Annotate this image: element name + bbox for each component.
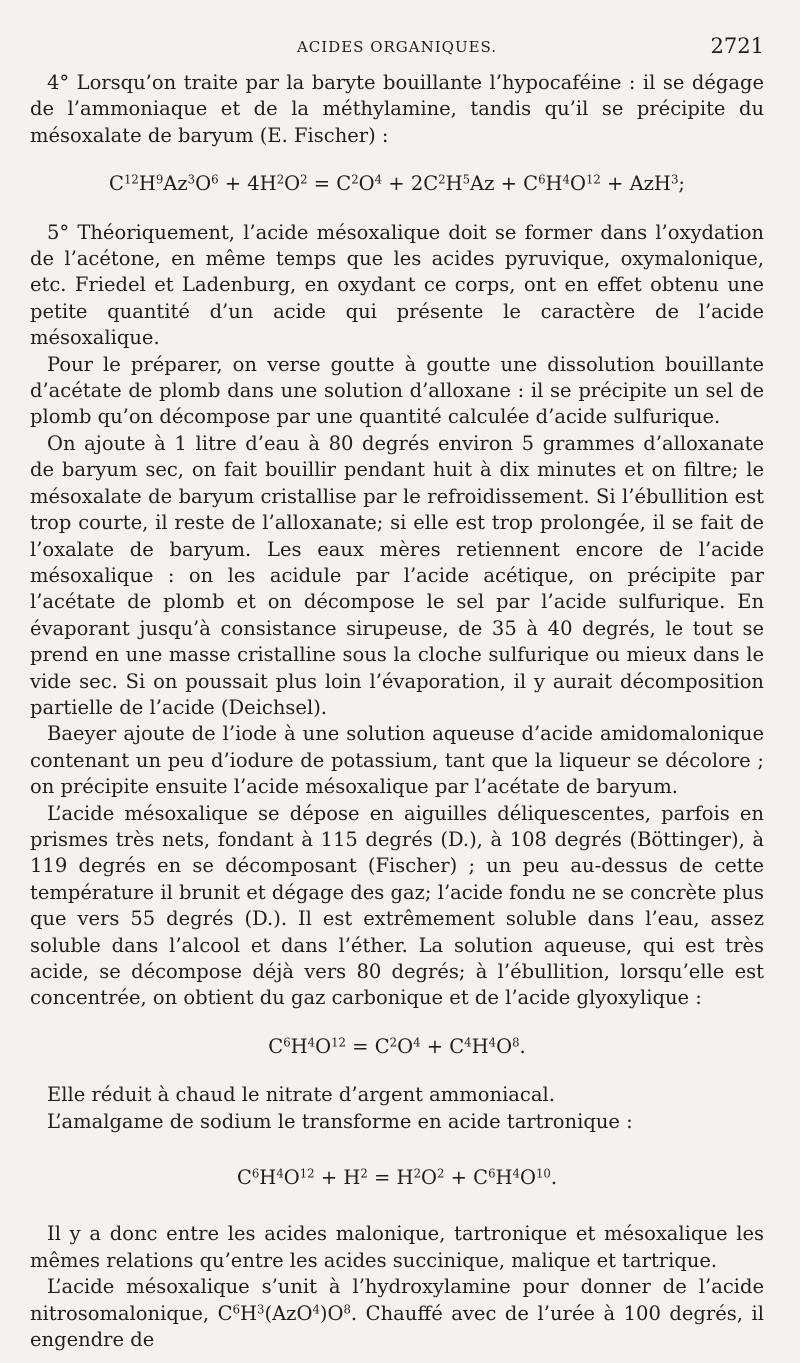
running-head: ACIDES ORGANIQUES. bbox=[296, 38, 498, 56]
paragraph-alloxanate: On ajoute à 1 litre d’eau à 80 degrés environ 5 grammes d’alloxanate de baryum sec, on fait bouillir pendant huit à dix minutes et on filtre; le mésoxalate de baryum cristallise par le refroidissement. Si l’ébullition est trop courte, il reste de l’alloxanate; si elle est trop prolongée, il se fait de l’oxalate de baryum. Les eaux mères retiennent encore de l’acide mésoxalique : on les acidule par l’acide acétique, on précipite par l’acétate de plomb et on décompose le sel par l’acide sulfurique. En évaporant jusqu’à consistance sirupeuse, de 35 à 40 degrés, le tout se prend en une masse cristalline sous la cloche sulfurique ou mieux dans le vide sec. Si on poussait plus loin l’évaporation, il y aurait décomposition partielle de l’acide (Deichsel). bbox=[30, 431, 764, 719]
paragraph-acetone-oxidation: 5° Théoriquement, l’acide mésoxalique doit se former dans l’oxydation de l’acétone, en même temps que les acides pyruvique, oxymalonique, etc. Friedel et Ladenburg, en oxydant ce corps, ont en effet obtenu une petite quantité d’un acide qui présente le caractère de l’acide mésoxalique. bbox=[30, 220, 764, 350]
paragraph-silver-nitrate: Elle réduit à chaud le nitrate d’argent ammoniacal. bbox=[47, 1083, 555, 1107]
paragraph-properties: L’acide mésoxalique se dépose en aiguilles déliquescentes, parfois en prismes très nets, fondant à 115 degrés (D.), à 108 degrés (Böttinger), à 119 degrés en se décomposant (Fischer) ; un peu au-dessus de cette température il brunit et dégage des gaz; l’acide fondu ne se concrète plus que vers 55 degrés (D.). Il est extrêmement soluble dans l’eau, assez soluble dans l’alcool et dans l’éther. La solution aqueuse, qui est très acide, se décompose déjà vers 80 degrés; à l’ébullition, lorsqu’elle est concentrée, on obtient du gaz carbonique et de l’acide glyoxylique : bbox=[30, 801, 764, 1010]
formula-tartronic: $C^6H^4O^{12} + H^2 = H^2O^2 + C^6H^4O^{10}$. bbox=[236, 1166, 558, 1190]
paragraph-baeyer: Baeyer ajoute de l’iode à une solution aqueuse d’acide amidomalonique contenant un peu d’iodure de potassium, tant que la liqueur se décolore ; on précipite ensuite l’acide mésoxalique par l’acétate de baryum. bbox=[30, 722, 764, 799]
formula-decomposition: $C^6H^4O^{12} = C^2O^4 + C^4H^4O^8$. bbox=[268, 1034, 526, 1058]
paragraph-hydroxylamine: L’acide mésoxalique s’unit à l’hydroxylamine pour donner de l’acide nitrosomalonique, $C^6H^3(AzO^4)O^8$. Chauffé avec de l’urée à 100 degrés, il engendre de bbox=[30, 1275, 764, 1352]
page-body bbox=[30, 70, 764, 1353]
paragraph-preparation: Pour le préparer, on verse goutte à goutte une dissolution bouillante d’acétate de plomb dans une solution d’alloxane : il se précipite un sel de plomb qu’on décompose par une quantité calculée d’acide sulfurique. bbox=[30, 352, 764, 429]
paragraph-sodium-amalgam: L’amalgame de sodium le transforme en acide tartronique : bbox=[47, 1109, 633, 1133]
paragraph-relations: Il y a donc entre les acides malonique, tartronique et mésoxalique les mêmes relations qu’entre les acides succinique, malique et tartrique. bbox=[30, 1222, 764, 1272]
page-number: 2721 bbox=[710, 34, 764, 58]
formula-hypocafeine: $C^{12}H^9Az^3O^6 + 4H^2O^2 = C^2O^4 + 2C^2H^5Az + C^6H^4O^{12} + AzH^3$; bbox=[109, 172, 685, 196]
paragraph-hypocafeine: 4° Lorsqu’on traite par la baryte bouillante l’hypocaféine : il se dégage de l’ammoniaque et de la méthylamine, tandis qu’il se précipite du mésoxalate de baryum (E. Fischer) : bbox=[30, 71, 764, 147]
page-header bbox=[30, 30, 764, 60]
